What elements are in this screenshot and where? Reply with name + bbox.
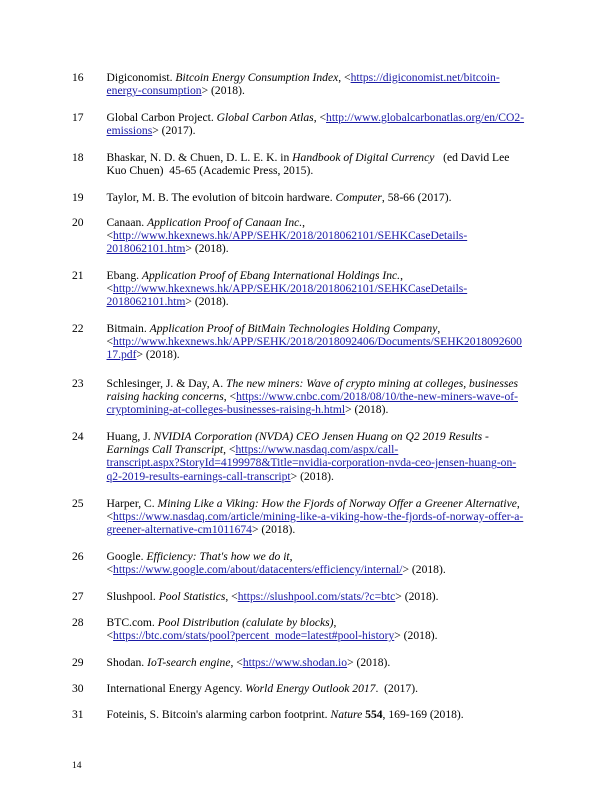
- reference-line: [107, 523, 296, 536]
- reference-segment: > (2018).: [251, 523, 296, 537]
- reference-line: [107, 430, 489, 443]
- reference-segment: Slushpool.: [106, 590, 159, 603]
- reference-number: 27: [72, 590, 84, 603]
- reference-link[interactable]: https://www.cnbc.com/2018/08/10/the-new-miners-wave-of-: [236, 390, 518, 404]
- reference-segment: ,: [516, 497, 520, 510]
- reference-title: The new miners: Wave of crypto mining at colleges, businesses: [226, 377, 518, 390]
- reference-line: [107, 616, 337, 629]
- reference-title: Pool Statistics: [158, 590, 226, 603]
- reference-segment: > (2018).: [394, 629, 438, 643]
- reference-segment: ,: [302, 216, 306, 229]
- reference-line: [107, 269, 403, 282]
- reference-line: [107, 282, 468, 295]
- reference-line: [107, 111, 525, 124]
- reference-line: [107, 629, 438, 642]
- reference-segment: , <: [313, 111, 327, 124]
- reference-segment: <: [106, 629, 114, 643]
- reference-number: 20: [72, 216, 84, 229]
- reference-segment: > (2018).: [185, 242, 229, 256]
- reference-line: [107, 295, 229, 308]
- reference-segment: Digiconomist.: [106, 71, 176, 84]
- reference-title: Nature: [330, 708, 363, 721]
- reference-line: [107, 242, 229, 255]
- reference-segment: ,: [333, 616, 337, 629]
- reference-segment: ,: [437, 322, 441, 335]
- reference-number: 24: [72, 430, 84, 443]
- reference-link[interactable]: 2018062101.htm: [106, 295, 186, 309]
- reference-line: [107, 84, 245, 97]
- reference-line: [107, 377, 519, 390]
- reference-title: World Energy Outlook 2017: [245, 682, 376, 695]
- reference-segment: Taylor, M. B. The evolution of bitcoin hardware.: [106, 191, 336, 204]
- reference-line: [107, 708, 464, 721]
- reference-title: Application Proof of Ebang International Holdings Inc.: [141, 269, 401, 282]
- reference-number: 25: [72, 497, 84, 510]
- reference-segment: > (2018).: [347, 656, 391, 669]
- reference-line: [107, 216, 306, 229]
- reference-number: 31: [72, 708, 84, 721]
- reference-title: Global Carbon Atlas: [216, 111, 314, 124]
- reference-link[interactable]: https://digiconomist.net/bitcoin-: [350, 71, 500, 84]
- reference-line: [107, 510, 524, 523]
- reference-link[interactable]: energy-consumption: [106, 84, 202, 98]
- reference-volume: 554: [365, 708, 383, 721]
- reference-line: [107, 390, 519, 403]
- reference-link[interactable]: q2-2019-results-earnings-call-transcript: [106, 469, 291, 483]
- reference-title: Mining Like a Viking: How the Fjords of Norway Offer a Greener Alternative: [157, 497, 517, 510]
- reference-segment: ,: [289, 550, 293, 563]
- reference-link[interactable]: https://www.shodan.io: [242, 656, 348, 669]
- reference-title: Handbook of Digital Currency: [292, 151, 435, 164]
- reference-segment: Shodan.: [106, 656, 148, 669]
- reference-link[interactable]: greener-alternative-cm1011674: [106, 523, 252, 537]
- reference-link[interactable]: transcript.aspx?StoryId=4199978&Title=nvidia-corporation-nvda-ceo-jensen-huang-on-: [106, 456, 517, 470]
- reference-line: [107, 682, 418, 695]
- reference-number: 18: [72, 151, 84, 164]
- reference-line: [107, 229, 468, 242]
- reference-segment: , <: [223, 443, 236, 457]
- reference-title: Application Proof of Canaan Inc.: [147, 216, 303, 229]
- reference-line: [107, 563, 446, 576]
- reference-number: 17: [72, 111, 84, 124]
- reference-link[interactable]: https://btc.com/stats/pool?percent_mode=latest#pool-history: [113, 629, 395, 643]
- reference-segment: > (2018).: [395, 590, 439, 603]
- reference-line: [107, 590, 439, 603]
- reference-link[interactable]: https://www.nasdaq.com/aspx/call-: [235, 443, 399, 457]
- reference-segment: Foteinis, S. Bitcoin's alarming carbon footprint.: [106, 708, 331, 721]
- reference-segment: Schlesinger, J. & Day, A.: [106, 377, 227, 390]
- reference-number: 21: [72, 269, 84, 282]
- reference-segment: , <: [225, 590, 238, 603]
- reference-title: Efficiency: That's how we do it: [146, 550, 290, 563]
- reference-link[interactable]: https://www.nasdaq.com/article/mining-like-a-viking-how-the-fjords-of-norway-offer-a-: [113, 510, 524, 524]
- reference-segment: > (2018).: [185, 295, 229, 309]
- reference-segment: Harper, C.: [106, 497, 158, 510]
- reference-segment: > (2018).: [136, 348, 180, 362]
- reference-link[interactable]: 2018062101.htm: [106, 242, 186, 256]
- reference-link[interactable]: http://www.hkexnews.hk/APP/SEHK/2018/2018092406/Documents/SEHK2018092600: [113, 335, 522, 349]
- reference-title: Earnings Call Transcript: [106, 443, 224, 457]
- reference-segment: <: [106, 510, 114, 524]
- reference-link[interactable]: emissions: [106, 124, 153, 138]
- reference-segment: , 58-66 (2017).: [381, 191, 452, 204]
- reference-title: Application Proof of BitMain Technologies Holding Company: [149, 322, 438, 335]
- reference-segment: Bhaskar, N. D. & Chuen, D. L. E. K. in: [106, 151, 293, 164]
- reference-segment: Ebang.: [106, 269, 142, 282]
- reference-segment: Bitmain.: [106, 322, 150, 335]
- reference-number: 28: [72, 616, 84, 629]
- reference-segment: , 169-169 (2018).: [382, 708, 464, 721]
- reference-segment: <: [106, 563, 114, 577]
- reference-line: [107, 322, 441, 335]
- reference-line: [107, 348, 180, 361]
- page-number: 14: [72, 761, 82, 771]
- reference-link[interactable]: cryptomining-at-colleges-businesses-raising-h.html: [106, 403, 346, 417]
- reference-segment: > (2018).: [345, 403, 389, 417]
- reference-line: [107, 191, 452, 204]
- reference-number: 30: [72, 682, 84, 695]
- reference-number: 22: [72, 322, 84, 335]
- reference-segment: , <: [338, 71, 351, 84]
- reference-line: [107, 151, 510, 164]
- reference-title: Bitcoin Energy Consumption Index: [175, 71, 339, 84]
- reference-title: Pool Distribution (calulate by blocks): [157, 616, 334, 629]
- reference-link[interactable]: http://www.hkexnews.hk/APP/SEHK/2018/2018062101/SEHKCaseDetails-: [113, 229, 468, 243]
- reference-line: [107, 656, 391, 669]
- reference-link[interactable]: 17.pdf: [106, 348, 137, 362]
- reference-line: [107, 550, 293, 563]
- reference-line: [107, 335, 522, 348]
- reference-number: 19: [72, 191, 84, 204]
- reference-segment: > (2017).: [152, 124, 196, 138]
- reference-segment: ,: [400, 269, 403, 282]
- reference-segment: . (2017).: [375, 682, 418, 695]
- reference-link[interactable]: https://slushpool.com/stats/?c=btc: [237, 590, 396, 603]
- reference-link[interactable]: https://www.google.com/about/datacenters/efficiency/internal/: [113, 563, 403, 577]
- reference-segment: <: [106, 335, 114, 349]
- reference-segment: Huang, J.: [106, 430, 154, 443]
- reference-segment: Global Carbon Project.: [106, 111, 217, 124]
- reference-line: [107, 470, 334, 483]
- reference-line: [107, 124, 196, 137]
- reference-segment: BTC.com.: [106, 616, 158, 629]
- reference-line: [107, 403, 389, 416]
- reference-line: [107, 443, 399, 456]
- reference-title: Computer: [335, 191, 382, 204]
- reference-number: 16: [72, 71, 84, 84]
- reference-segment: > (2018).: [290, 469, 334, 483]
- reference-link[interactable]: http://www.globalcarbonatlas.org/en/CO2-: [326, 111, 525, 124]
- reference-segment: International Energy Agency.: [106, 682, 246, 695]
- reference-line: [107, 456, 517, 469]
- reference-number: 29: [72, 656, 84, 669]
- reference-line: [107, 164, 314, 177]
- reference-segment: Kuo Chuen) 45-65 (Academic Press, 2015).: [106, 164, 314, 178]
- reference-title: IoT-search engine: [147, 656, 231, 669]
- reference-line: [107, 497, 520, 510]
- reference-segment: , <: [230, 656, 243, 669]
- reference-segment: > (2018).: [402, 563, 446, 577]
- reference-segment: > (2018).: [201, 84, 245, 98]
- reference-number: 26: [72, 550, 84, 563]
- reference-number: 23: [72, 377, 84, 390]
- reference-title: raising hacking concerns: [106, 390, 224, 404]
- reference-segment: (ed David Lee: [434, 151, 510, 164]
- reference-line: [107, 71, 500, 84]
- reference-segment: Google.: [106, 550, 147, 563]
- reference-segment: Canaan.: [106, 216, 148, 229]
- reference-title: NVIDIA Corporation (NVDA) CEO Jensen Huang on Q2 2019 Results -: [153, 430, 489, 443]
- reference-segment: <: [106, 282, 114, 296]
- reference-link[interactable]: http://www.hkexnews.hk/APP/SEHK/2018/2018062101/SEHKCaseDetails-: [113, 282, 468, 296]
- reference-segment: , <: [223, 390, 237, 404]
- reference-segment: <: [106, 229, 114, 243]
